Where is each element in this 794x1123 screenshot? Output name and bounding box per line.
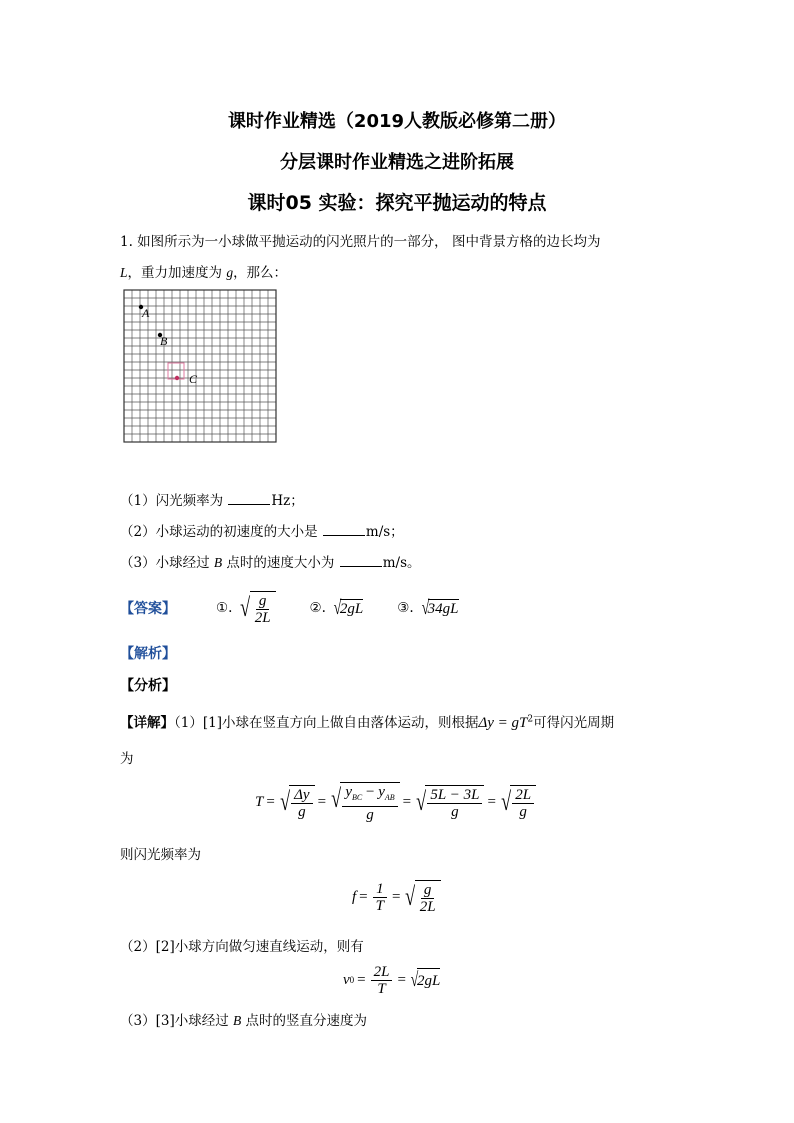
- sub-question-1: [120, 489, 304, 509]
- eq-f2-den: 2L: [419, 898, 436, 915]
- var-B: B: [213, 555, 223, 570]
- point-c: [175, 376, 179, 380]
- sqrt-sign: √: [333, 597, 342, 619]
- eq-v-lhs: v: [343, 971, 350, 988]
- p4-a: （3）[3]小球经过: [120, 1013, 234, 1029]
- a1-den: 2L: [254, 609, 271, 626]
- label-c: C: [189, 372, 198, 386]
- answer-3-formula: [420, 596, 459, 620]
- sub3-unit: m/s。: [382, 555, 421, 571]
- detail-eq-sup: 2: [527, 714, 534, 725]
- sub2-text: （2）小球运动的初速度的大小是: [120, 524, 322, 540]
- sqrt-sign: √: [240, 593, 251, 622]
- eq-t-lhs: T: [255, 793, 264, 810]
- sub-ab: AB: [384, 792, 395, 802]
- doc-title-3: 课时05 实验：探究平抛运动的特点: [247, 192, 547, 214]
- answer-label: 【答案】: [120, 601, 176, 617]
- detail-line-2: 则闪光频率为: [120, 847, 201, 863]
- eq-t-sqrt3: [414, 785, 484, 820]
- eq-f-frac: [373, 881, 387, 914]
- answer-marker-2: ②.: [309, 600, 326, 616]
- eq-f-sqrt: [403, 880, 440, 915]
- eq-f-lhs: f: [352, 888, 357, 905]
- detail-p1: （1）[1]小球在竖直方向上做自由落体运动，则根据: [174, 715, 479, 731]
- equation-velocity: [343, 958, 440, 1002]
- minus: −: [362, 783, 379, 800]
- eq-t-sqrt4: [499, 785, 536, 820]
- sub3-text-b: 点时的速度大小为: [222, 555, 339, 571]
- equation-frequency: [352, 872, 441, 922]
- sub1-text: （1）闪光频率为: [120, 493, 228, 509]
- eq-t-f1-den: g: [298, 803, 306, 820]
- y-ab: y: [378, 783, 385, 800]
- eq-t-sqrt1: [278, 785, 315, 820]
- sqrt-sign: √: [410, 969, 419, 991]
- answer-blank-2[interactable]: [323, 524, 365, 536]
- eq-v-rhs: 2gL: [417, 968, 440, 992]
- equals: =: [397, 971, 406, 988]
- question-line-2: [120, 261, 287, 281]
- eq-t-f3-den: g: [451, 803, 459, 820]
- sub2-unit: m/s；: [365, 524, 404, 540]
- sqrt-sign: √: [279, 786, 290, 816]
- q-text-a: ，重力加速度为: [127, 265, 227, 281]
- sub3-text-a: （3）小球经过: [120, 555, 214, 571]
- answer-blank-1[interactable]: [228, 493, 270, 505]
- eq-v-sub: 0: [349, 975, 355, 985]
- sub1-unit: Hz；: [271, 493, 304, 509]
- eq-t-sqrt2: [329, 782, 400, 823]
- answer-2-formula: [332, 596, 363, 620]
- label-a: A: [142, 306, 150, 320]
- eq-t-f2-den: g: [366, 806, 374, 823]
- detail-line-4: [120, 1009, 367, 1029]
- a2-body: 2gL: [339, 600, 364, 617]
- answer-row: [120, 588, 459, 628]
- analysis-label: 【解析】: [120, 646, 176, 662]
- p4-b: 点时的竖直分速度为: [241, 1013, 368, 1029]
- detail-line-wei: 为: [120, 751, 134, 767]
- sub-question-3: [120, 551, 421, 571]
- equals: =: [359, 888, 368, 905]
- detail-line-3: （2）[2]小球方向做匀速直线运动，则有: [120, 939, 364, 955]
- equals: =: [391, 888, 401, 905]
- answer-blank-3[interactable]: [340, 555, 382, 567]
- fenxi-label: 【分析】: [120, 678, 176, 694]
- eq-v-sqrt: [409, 968, 440, 992]
- question-line-1: 1. 如图所示为一小球做平抛运动的闪光照片的一部分， 图中背景方格的边长均为: [120, 234, 601, 250]
- sqrt-sign: √: [405, 881, 416, 911]
- eq-t-f4-den: g: [519, 803, 527, 820]
- doc-title-2: 分层课时作业精选之进阶拓展: [280, 152, 514, 173]
- sub-question-2: [120, 520, 404, 540]
- label-b: B: [160, 334, 168, 348]
- eq-t-f1-num: Δy: [291, 787, 312, 804]
- eq-f-den: T: [375, 897, 384, 914]
- eq-v-num: 2L: [371, 964, 393, 981]
- grid-figure: [120, 286, 280, 446]
- sqrt-body: [250, 591, 276, 626]
- equals: =: [357, 971, 366, 988]
- detail-p1-end: 可得闪光周期: [533, 715, 615, 731]
- eq-v-frac: [371, 964, 393, 997]
- var-g: g: [226, 265, 234, 280]
- sub-bc: BC: [351, 792, 363, 802]
- eq-v-den: T: [377, 980, 386, 997]
- a3-body: 34gL: [427, 600, 459, 617]
- doc-title-1: 课时作业精选（2019人教版必修第二册）: [227, 111, 567, 132]
- y-bc: y: [345, 783, 352, 800]
- sqrt-sign: √: [421, 597, 430, 619]
- eq-f2-num: g: [421, 882, 435, 899]
- detail-label: 【详解】: [120, 715, 174, 731]
- eq-t-f4-num: 2L: [512, 787, 534, 804]
- q-text-b: ，那么：: [233, 265, 288, 281]
- equals: =: [402, 793, 412, 810]
- equals: =: [266, 793, 275, 810]
- equals: =: [487, 793, 496, 810]
- eq-f-num: 1: [373, 881, 387, 898]
- sqrt-sign: √: [331, 783, 342, 813]
- detail-line-1: [120, 711, 614, 732]
- answer-1-formula: [238, 591, 275, 626]
- equation-period: [255, 775, 536, 829]
- var-L: L: [120, 265, 128, 280]
- p4-B: B: [233, 1013, 242, 1028]
- detail-eq: Δy = gT: [478, 715, 528, 731]
- a1-num: g: [256, 593, 270, 610]
- answer-marker-3: ③.: [397, 600, 414, 616]
- eq-t-f3-num: 5L − 3L: [427, 787, 482, 804]
- equals: =: [317, 793, 327, 810]
- sqrt-sign: √: [501, 786, 512, 816]
- answer-marker-1: ①.: [216, 600, 233, 616]
- answer-1-fraction: [252, 593, 274, 626]
- sqrt-sign: √: [416, 786, 427, 816]
